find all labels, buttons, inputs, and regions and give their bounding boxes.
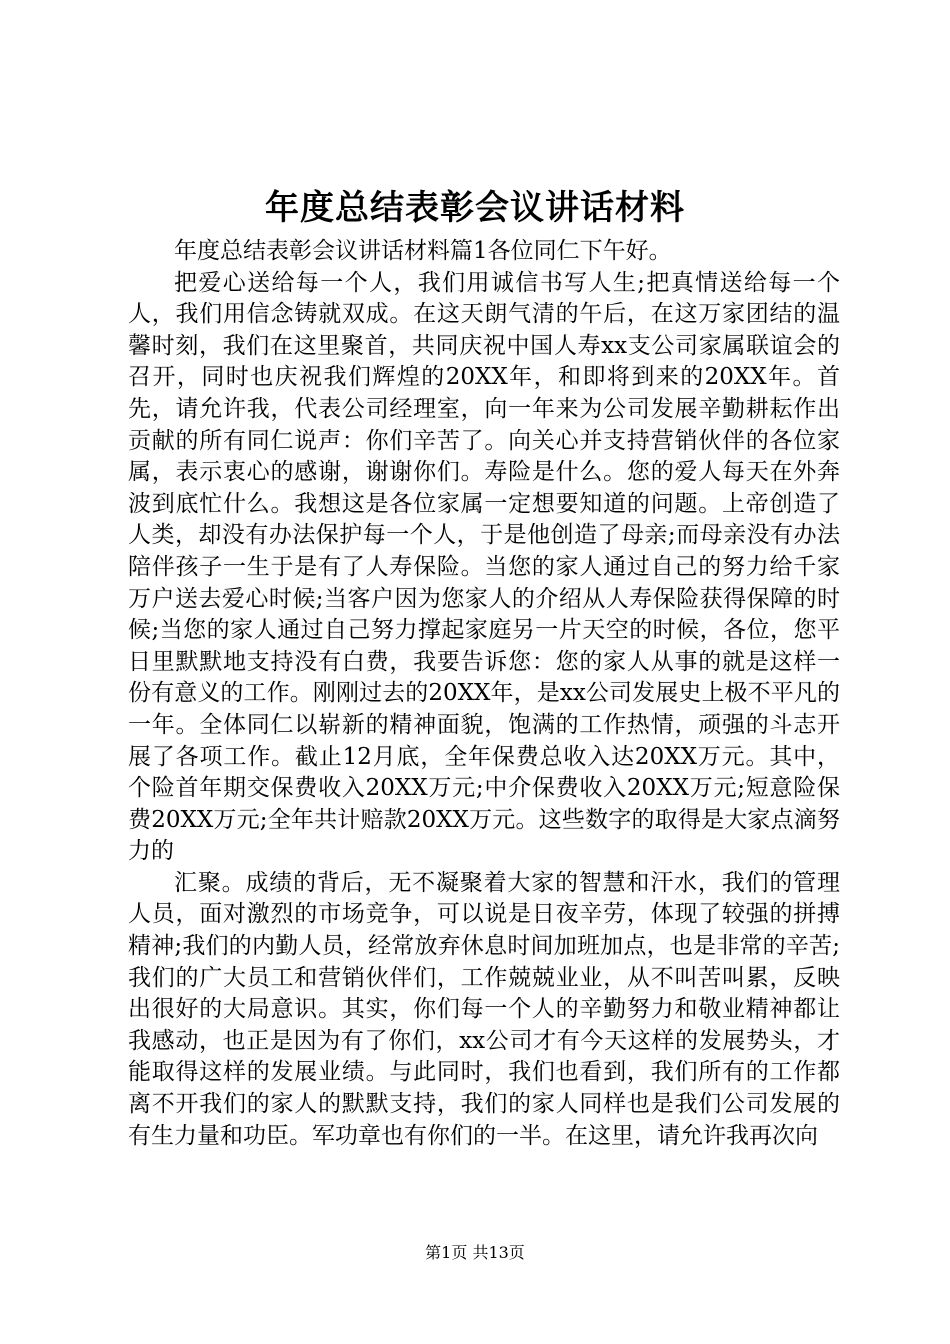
document-body	[128, 236, 840, 1152]
paragraph-main: 把爱心送给每一个人，我们用诚信书写人生;把真情送给每一个人，我们用信念铸就双成。在这天朗气清的午后，在这万家团结的温馨时刻，我们在这里聚首，共同庆祝中国人寿xx支公司家属联谊会的召开，同时也庆祝我们辉煌的20XX年，和即将到来的20XX年。首先，请允许我，代表公司经理室，向一年来为公司发展辛勤耕耘作出贡献的所有同仁说声：你们辛苦了。向关心并支持营销伙伴的各位家属，表示衷心的感谢，谢谢你们。寿险是什么。您的爱人每天在外奔波到底忙什么。我想这是各位家属一定想要知道的问题。上帝创造了人类，却没有办法保护每一个人，于是他创造了母亲;而母亲没有办法陪伴孩子一生于是有了人寿保险。当您的家人通过自己的努力给千家万户送去爱心时候;当客户因为您家人的介绍从人寿保险获得保障的时候;当您的家人通过自己努力撑起家庭另一片天空的时候，各位，您平日里默默地支持没有白费，我要告诉您：您的家人从事的就是这样一份有意义的工作。刚刚过去的20XX年，是xx公司发展史上极不平凡的一年。全体同仁以崭新的精神面貌，饱满的工作热情，顽强的斗志开展了各项工作。截止12月底，全年保费总收入达20XX万元。其中，个险首年期交保费收入20XX万元;中介保费收入20XX万元;短意险保费20XX万元;全年共计赔款20XX万元。这些数字的取得是大家点滴努力的	[128, 269, 840, 865]
paragraph-continued: 汇聚。成绩的背后，无不凝聚着大家的智慧和汗水，我们的管理人员，面对激烈的市场竞争，可以说是日夜辛劳，体现了较强的拼搏精神;我们的内勤人员，经常放弃休息时间加班加点，也是非常的辛苦;我们的广大员工和营销伙伴们，工作兢兢业业，从不叫苦叫累，反映出很好的大局意识。其实，你们每一个人的辛勤努力和敬业精神都让我感动，也正是因为有了你们，xx公司才有今天这样的发展势头，才能取得这样的发展业绩。与此同时，我们也看到，我们所有的工作都离不开我们的家人的默默支持，我们的家人同样也是我们公司发展的有生力量和功臣。军功章也有你们的一半。在这里，请允许我再次向	[128, 869, 840, 1149]
document-title: 年度总结表彰会议讲话材料	[265, 188, 685, 228]
paragraph-intro: 年度总结表彰会议讲话材料篇1各位同仁下午好。	[174, 238, 672, 264]
page-number-footer: 第1页 共13页	[425, 1243, 525, 1262]
